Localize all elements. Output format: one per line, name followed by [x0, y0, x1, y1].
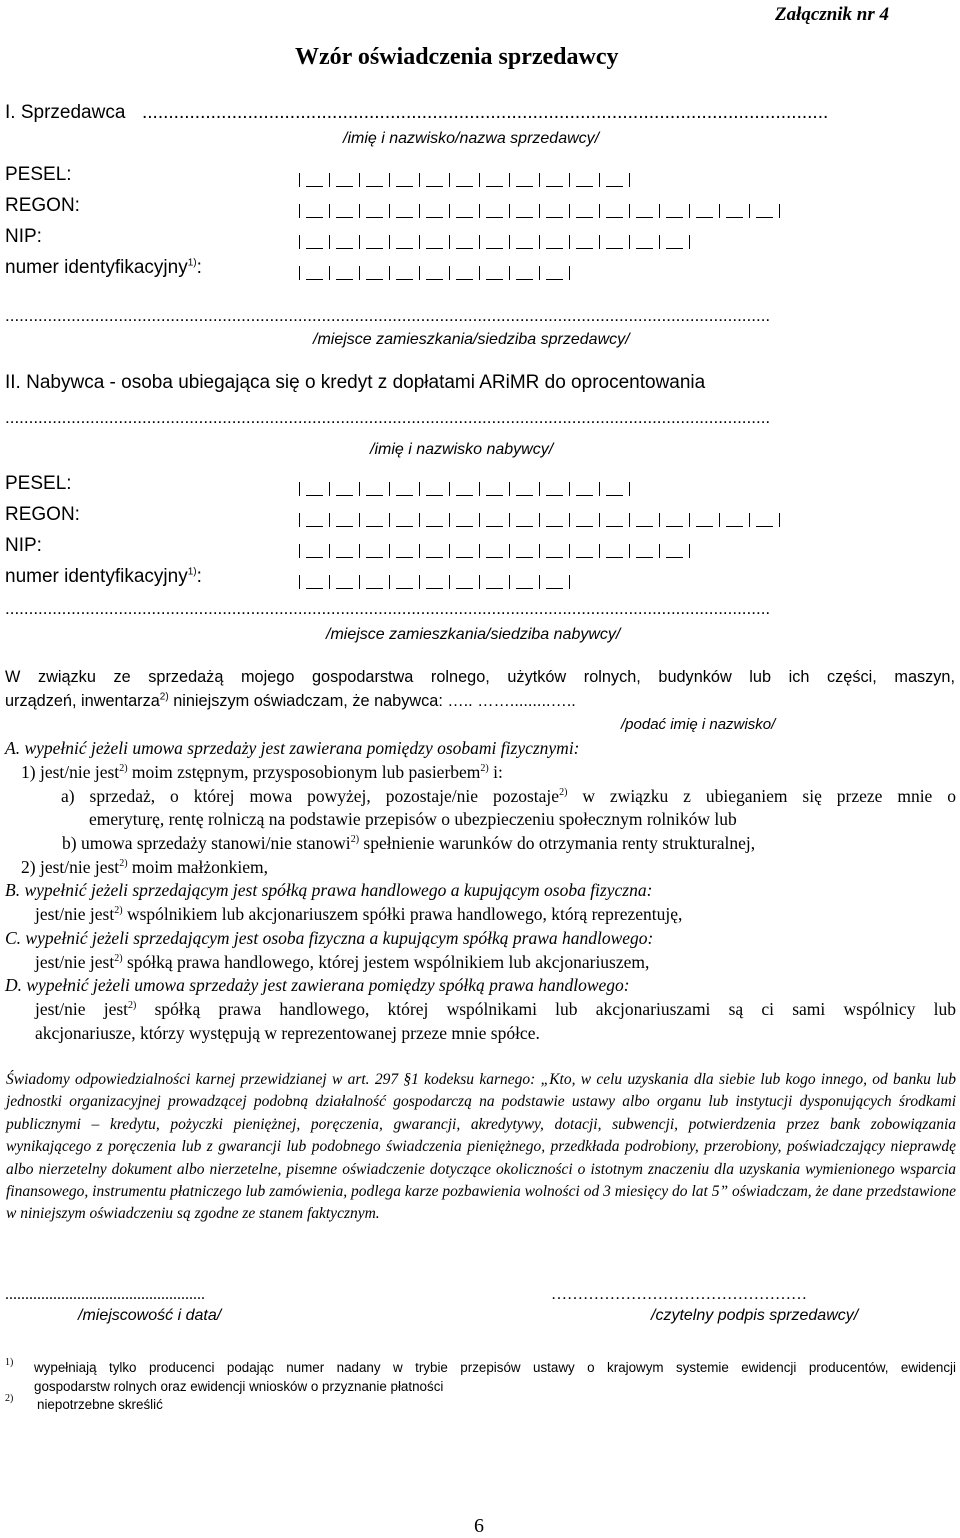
declaration-caption: /podać imię i nazwisko/	[621, 716, 776, 733]
section-a-sub-a-2: emeryturę, rentę rolniczą na podstawie przepisów o ubezpieczeniu społecznym rolników lub	[89, 809, 737, 829]
buyer-name-caption: /imię i nazwisko nabywcy/	[370, 441, 554, 458]
place-date-caption: /miejscowość i data/	[78, 1307, 222, 1324]
seller-address-caption: /miejsce zamieszkania/siedziba sprzedawcy/	[313, 331, 630, 348]
seller-nip-label: NIP:	[5, 226, 42, 247]
seller-name-field[interactable]: ..................................................................................................................................	[142, 102, 829, 123]
seller-heading: I. Sprzedawca	[5, 102, 126, 123]
seller-pesel-label: PESEL:	[5, 164, 72, 185]
attachment-number: Załącznik nr 4	[775, 4, 890, 25]
buyer-pesel-boxes[interactable]	[299, 482, 630, 496]
buyer-name-inline-field[interactable]: ….. …….........…..	[447, 692, 576, 710]
buyer-pesel-label: PESEL:	[5, 473, 72, 494]
document-title: Wzór oświadczenia sprzedawcy	[295, 44, 619, 70]
section-c-text: jest/nie jest$^{2)}$ spółką prawa handlowego, której jestem wspólnikiem lub akcjonariuszem,	[35, 952, 650, 972]
section-b-text: jest/nie jest$^{2)}$ wspólnikiem lub akcjonariuszem spółki prawa handlowego, którą reprezentuję,	[35, 904, 683, 924]
declaration-line-1: W związku ze sprzedażą mojego gospodarstwa rolnego, użytków rolnych, budynków lub ich części, maszyn,	[5, 668, 955, 686]
section-c-title: C. wypełnić jeżeli sprzedającym jest osoba fizyczna a kupującym spółką prawa handlowego:	[5, 928, 654, 948]
section-b-title: B. wypełnić jeżeli sprzedającym jest spółką prawa handlowego a kupującym osoba fizyczna:	[5, 880, 653, 900]
section-a-point-2: 2) jest/nie jest$^{2)}$ moim małżonkiem,	[21, 857, 268, 877]
seller-nip-boxes[interactable]	[299, 235, 690, 249]
footnote-1-text-1: wypełniają tylko producenci podając numer nadany w trybie przepisów ustawy o krajowym systemie ewidencji producentów, ewidencji	[34, 1360, 956, 1375]
footnote-2-mark: 2)	[5, 1393, 14, 1404]
buyer-id-boxes[interactable]	[299, 575, 570, 589]
buyer-name-field[interactable]: ..................................................................................................................................................................	[5, 408, 771, 427]
buyer-address-caption: /miejsce zamieszkania/siedziba nabywcy/	[326, 626, 621, 643]
seller-address-field[interactable]: ..................................................................................................................................................................	[5, 306, 771, 325]
signature-field[interactable]: …………………………………………	[551, 1286, 807, 1303]
buyer-regon-label: REGON:	[5, 504, 80, 525]
buyer-nip-boxes[interactable]	[299, 544, 690, 558]
declaration-line-2: urządzeń, inwentarza$^{2)}$ niniejszym oświadczam, że nabywca: ….. …….........…..	[5, 691, 576, 710]
section-a-title: A. wypełnić jeżeli umowa sprzedaży jest zawierana pomiędzy osobami fizycznymi:	[5, 738, 580, 758]
section-d-text-1: jest/nie jest$^{2)}$ spółką prawa handlowego, której wspólnikami lub akcjonariuszami są ci sami wspólnicy lub	[35, 999, 956, 1019]
footnote-1-text-2: gospodarstw rolnych oraz ewidencji wniosków o przyznanie płatności	[34, 1379, 444, 1394]
section-a-sub-b: b) umowa sprzedaży stanowi/nie stanowi$^{2)}$ spełnienie warunków do otrzymania renty strukturalnej,	[62, 833, 756, 853]
buyer-nip-label: NIP:	[5, 535, 42, 556]
section-a-point-1: 1) jest/nie jest$^{2)}$ moim zstępnym, przysposobionym lub pasierbem$^{2)}$ i:	[21, 762, 503, 782]
seller-id-boxes[interactable]	[299, 266, 570, 280]
criminal-liability-statement: Świadomy odpowiedzialności karnej przewidzianej w art. 297 §1 kodeksu karnego: „Kto, w celu uzyskania dla siebie lub kogo innego, od banku lub jednostki organizacyjnej prowadzącej podobną działalność gospodarczą na podstawie ustawy albo organu lub instytucji dysponujących środkami publicznymi – kredytu, pożyczki pieniężnej, poręczenia, gwarancji, akredytywy, dotacji, subwencji, potwierdzenia przez bank zobowiązania wynikającego z poręczenia lub z gwarancji lub podobnego świadczenia pieniężnego, przedkłada podrobiony, przerobiony, poświadczający nieprawdę albo nierzetelny dokument albo nierzetelne, pisemne oświadczenie dotyczące okoliczności o istotnym znaczeniu dla uzyskania wymienionego wsparcia finansowego, instrumentu płatniczego lub zamówienia, podlega karze pozbawienia wolności od 3 miesięcy do lat 5” oświadczam, że dane przedstawione w niniejszym oświadczeniu są zgodne ze stanem faktycznym.	[6, 1071, 956, 1223]
seller-pesel-boxes[interactable]	[299, 173, 630, 187]
page-number: 6	[474, 1515, 484, 1537]
buyer-id-label: numer identyfikacyjny$^{1)}$:	[5, 566, 202, 587]
section-a-sub-a-1: a) sprzedaż, o której mowa powyżej, pozostaje/nie pozostaje$^{2)}$ w związku z ubieganiem się przeze mnie o	[61, 786, 956, 806]
footnote-2-text: niepotrzebne skreślić	[37, 1397, 163, 1412]
section-d-text-2: akcjonariusze, którzy występują w reprezentowanej przeze mnie spółce.	[35, 1023, 540, 1043]
seller-name-caption: /imię i nazwisko/nazwa sprzedawcy/	[343, 130, 600, 147]
signature-caption: /czytelny podpis sprzedawcy/	[651, 1307, 859, 1324]
section-d-title: D. wypełnić jeżeli umowa sprzedaży jest zawierana pomiędzy spółką prawa handlowego:	[5, 975, 630, 995]
seller-id-label: numer identyfikacyjny$^{1)}$:	[5, 257, 202, 278]
buyer-heading: II. Nabywca - osoba ubiegająca się o kredyt z dopłatami ARiMR do oprocentowania	[5, 372, 706, 393]
buyer-address-field[interactable]: ..................................................................................................................................................................	[5, 599, 771, 618]
footnote-1-mark: 1)	[5, 1357, 14, 1368]
seller-regon-boxes[interactable]	[299, 204, 780, 218]
seller-regon-label: REGON:	[5, 195, 80, 216]
place-date-field[interactable]: ..................................................	[5, 1286, 205, 1303]
buyer-regon-boxes[interactable]	[299, 513, 780, 527]
